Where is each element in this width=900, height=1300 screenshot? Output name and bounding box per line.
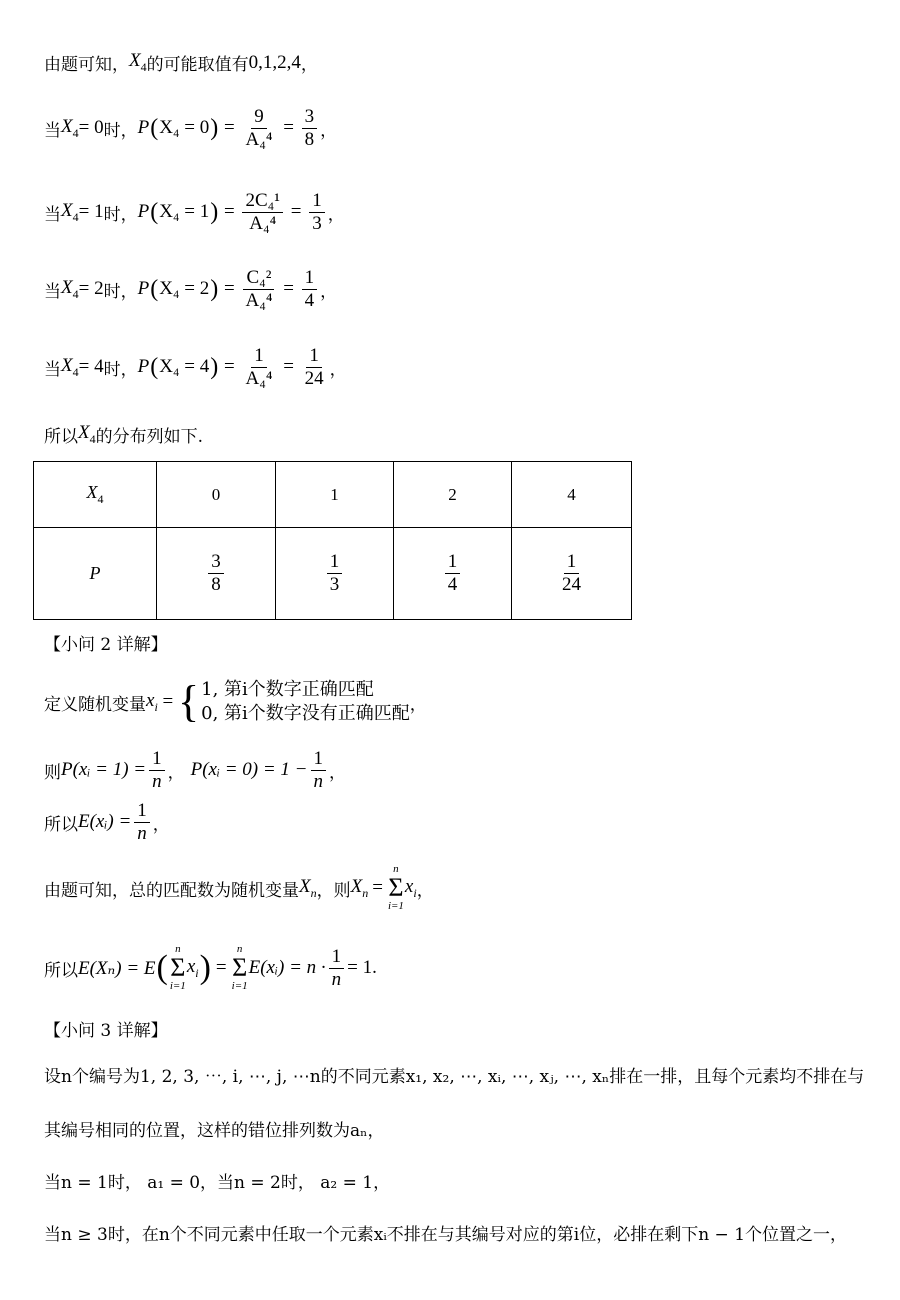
- text: 则: [44, 762, 61, 783]
- expr: E(Xₙ) = E: [78, 957, 156, 979]
- case-1: 1, 第i个数字正确匹配: [201, 679, 374, 700]
- expr: = 1.: [347, 957, 377, 978]
- punct: ，: [327, 204, 345, 225]
- var-xi: $x_i$: [146, 689, 158, 714]
- var-xn: $X_n$: [299, 875, 317, 900]
- paren: (: [156, 949, 168, 986]
- prob-symbol: P: [137, 117, 150, 139]
- eq: =: [219, 278, 240, 300]
- expr: P(xᵢ = 1) =: [61, 759, 147, 781]
- eq: =: [215, 957, 227, 978]
- case-line: [44, 190, 345, 235]
- fraction: $\frac{1}{24}$: [304, 345, 324, 389]
- expr: E(xᵢ) = n ·: [248, 957, 326, 978]
- text: 当: [44, 120, 61, 141]
- text: 时，: [103, 281, 138, 302]
- text: 当: [44, 204, 61, 225]
- eq: =: [372, 877, 383, 898]
- section-heading: 【小问 3 详解】: [44, 1021, 168, 1041]
- fraction: $\frac{1}{3}$: [327, 551, 343, 596]
- var-xn: $X_n$: [350, 875, 369, 900]
- table-cell: 0: [157, 462, 276, 528]
- eq: =: [278, 117, 299, 139]
- punct: ，: [152, 814, 170, 835]
- var: $X_4$: [61, 115, 79, 140]
- var: $X_4$: [61, 354, 79, 379]
- paren: ): [210, 198, 219, 225]
- expr: E(xᵢ) =: [78, 811, 132, 833]
- table-cell: [157, 528, 276, 620]
- punct: ，: [320, 281, 338, 302]
- eq: =: [219, 356, 240, 378]
- paragraph: 当n = 1时， a₁ = 0，当n = 2时， a₂ = 1，: [44, 1173, 391, 1193]
- eq: =: [278, 356, 299, 378]
- paren: ): [210, 275, 219, 302]
- paren: (: [150, 114, 159, 141]
- var-xi: $x_i$: [404, 875, 417, 900]
- punct: ，: [320, 120, 338, 141]
- text: 时，: [103, 120, 138, 141]
- fraction: $\frac{9}{\text{A₄⁴}}$: [245, 106, 273, 150]
- fraction: $\frac{1}{24}$: [562, 551, 581, 595]
- expr: P(xᵢ = 0) = 1 −: [190, 759, 308, 781]
- text: 所以: [44, 814, 78, 835]
- expect-sum-line: [44, 944, 377, 992]
- fraction: $\frac{3}{8}$: [302, 106, 318, 151]
- table-cell: [512, 528, 632, 620]
- eq: = 1: [78, 201, 104, 223]
- case-line: [44, 267, 337, 312]
- fraction: $\frac{1}{n}$: [329, 946, 345, 991]
- punct: ，: [167, 762, 185, 783]
- text: 由题可知，: [44, 55, 129, 75]
- expect-line: [44, 800, 170, 845]
- arg: X₄ = 4: [159, 356, 210, 378]
- punct: ，: [409, 694, 427, 715]
- intro-line: [44, 50, 318, 75]
- eq: =: [285, 201, 307, 223]
- fraction: $\frac{\text{C₄²}}{\text{A₄⁴}}$: [242, 267, 275, 312]
- text: 所以: [44, 960, 78, 981]
- text: ，则: [316, 880, 351, 901]
- eq: = 2: [78, 278, 104, 300]
- var-xi: $x_i$: [186, 955, 199, 980]
- text: 当: [44, 281, 61, 302]
- paren: ): [199, 949, 211, 986]
- text: 时，: [103, 204, 138, 225]
- text: 所以: [44, 427, 78, 447]
- sum-line: [44, 864, 434, 912]
- fraction: $\frac{\text{2C₄¹}}{\text{A₄⁴}}$: [242, 190, 283, 235]
- table-header-cell: $X_4$: [34, 462, 157, 528]
- definition-line: [44, 678, 427, 727]
- text: 的分布列如下.: [95, 427, 204, 447]
- prob-line: [44, 748, 346, 793]
- punct: ，: [329, 762, 347, 783]
- table-cell: 2: [394, 462, 512, 528]
- table-row: [34, 462, 632, 528]
- eq: =: [219, 201, 240, 223]
- prob-symbol: P: [137, 278, 150, 300]
- text: 当: [44, 359, 61, 380]
- eq: =: [278, 278, 299, 300]
- table-row: [34, 528, 632, 620]
- eq: = 4: [78, 356, 104, 378]
- paren: (: [150, 198, 159, 225]
- table-cell: 4: [512, 462, 632, 528]
- eq: = 0: [78, 117, 104, 139]
- table-header-cell: P: [34, 528, 157, 620]
- prob-symbol: P: [137, 201, 150, 223]
- text: 定义随机变量: [44, 694, 146, 715]
- piecewise: [178, 678, 410, 727]
- fraction: $\frac{1}{n}$: [311, 748, 327, 793]
- sum-symbol: n Σ i=1: [169, 943, 186, 992]
- var: $X_4$: [61, 276, 79, 301]
- case-2: 0, 第i个数字没有正确匹配: [201, 703, 410, 725]
- fraction: $\frac{1}{4}$: [302, 267, 318, 312]
- fraction: $\frac{3}{8}$: [208, 551, 224, 596]
- var: $X_4$: [61, 199, 79, 224]
- eq: =: [157, 691, 178, 713]
- sum-symbol: n Σ i=1: [387, 863, 404, 912]
- arg: X₄ = 1: [159, 201, 210, 223]
- paren: ): [210, 353, 219, 380]
- fraction: $\frac{1}{3}$: [309, 190, 325, 235]
- text: 时，: [103, 359, 138, 380]
- text: 的可能取值有: [146, 55, 249, 75]
- var-x4: $X_4$: [78, 422, 96, 446]
- fraction: $\frac{1}{n}$: [134, 800, 150, 845]
- case-line: [44, 345, 347, 390]
- case-line: [44, 106, 337, 151]
- table-cell: [394, 528, 512, 620]
- table-cell: 1: [276, 462, 394, 528]
- table-cell: [276, 528, 394, 620]
- paren: (: [150, 353, 159, 380]
- fraction: $\frac{1}{4}$: [445, 551, 461, 596]
- paragraph: 其编号相同的位置，这样的错位排列数为aₙ，: [44, 1121, 385, 1141]
- values: 0,1,2,4: [248, 51, 301, 73]
- paragraph: 当n ≥ 3时，在n个不同元素中任取一个元素xᵢ不排在与其编号对应的第i位，必排在剩下n − 1个位置之一，: [44, 1225, 848, 1245]
- var-x4: $X_4$: [129, 50, 147, 74]
- punct: ，: [329, 359, 347, 380]
- arg: X₄ = 0: [159, 117, 210, 139]
- punct: ，: [300, 55, 318, 75]
- punct: ，: [416, 880, 434, 901]
- dist-intro-line: [44, 422, 203, 447]
- fraction: $\frac{1}{\text{A₄⁴}}$: [245, 345, 273, 389]
- paren: ): [210, 114, 219, 141]
- section-heading: 【小问 2 详解】: [44, 635, 168, 655]
- paren: (: [150, 275, 159, 302]
- fraction: $\frac{1}{n}$: [149, 748, 165, 793]
- paragraph: 设n个编号为1, 2, 3, ⋯, i, ⋯, j, ⋯n的不同元素x₁, x₂, ⋯, xᵢ, ⋯, xⱼ, ⋯, xₙ排在一排，且每个元素均不排在与: [44, 1067, 865, 1087]
- text: 由题可知，总的匹配数为随机变量: [44, 880, 299, 901]
- arg: X₄ = 2: [159, 278, 210, 300]
- distribution-table: [33, 461, 632, 620]
- prob-symbol: P: [137, 356, 150, 378]
- eq: =: [219, 117, 240, 139]
- sum-symbol: n Σ i=1: [231, 943, 248, 992]
- brace: {: [178, 677, 200, 727]
